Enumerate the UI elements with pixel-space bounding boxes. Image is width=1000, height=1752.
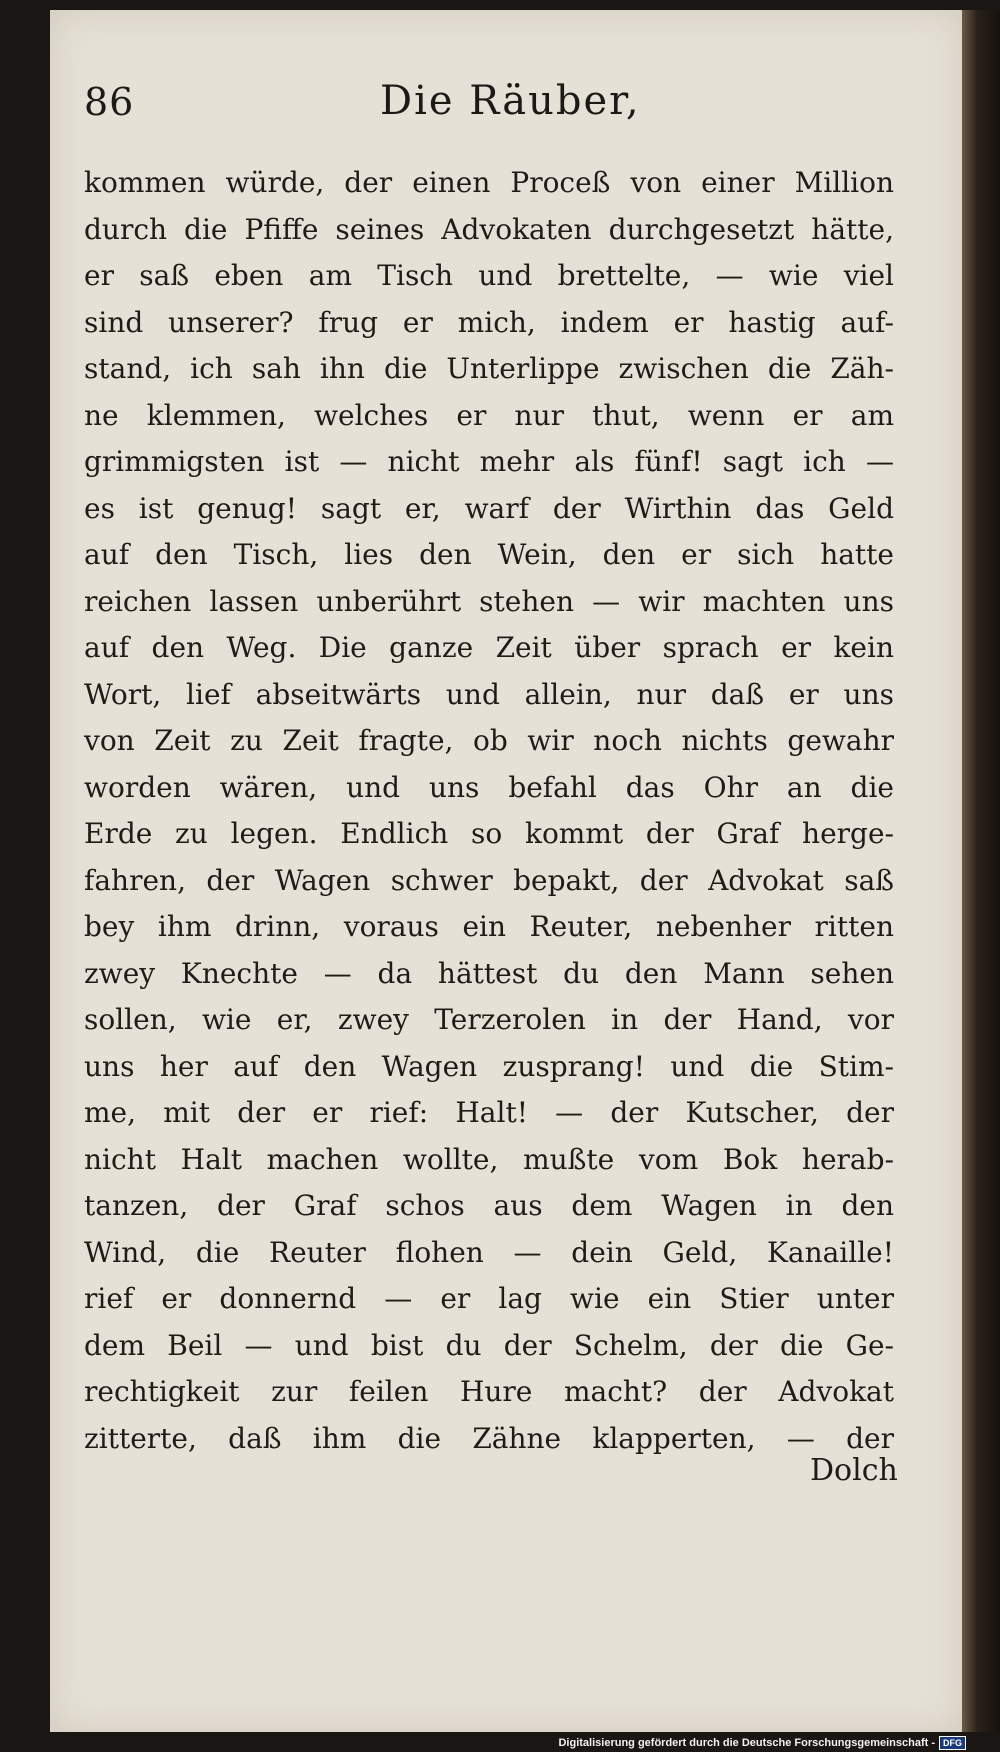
text-line: fahren, der Wagen schwer bepakt, der Advokat saß xyxy=(84,863,894,897)
text-line: me, mit der er rief: Halt! — der Kutscher, der xyxy=(84,1096,894,1129)
text-line: tanzen, der Graf schos aus dem Wagen in den xyxy=(84,1189,894,1222)
text-line: er saß eben am Tisch und brettelte, — wie viel xyxy=(84,259,894,292)
running-title: Die Räuber, xyxy=(380,78,641,124)
text-line: zitterte, daß ihm die Zähne klapperten, — der xyxy=(84,1421,894,1455)
text-line: worden wären, und uns befahl das Ohr an die xyxy=(84,770,894,804)
digitization-credit xyxy=(558,1736,966,1750)
text-line: sollen, wie er, zwey Terzerolen in der Hand, vor xyxy=(84,1003,894,1036)
text-line: ne klemmen, welches er nur thut, wenn er am xyxy=(84,398,894,432)
body-text xyxy=(84,160,894,1462)
text-line: zwey Knechte — da hättest du den Mann sehen xyxy=(84,956,894,990)
text-line: bey ihm drinn, voraus ein Reuter, nebenher ritten xyxy=(84,910,894,943)
text-line: stand, ich sah ihn die Unterlippe zwischen die Zäh- xyxy=(84,352,894,385)
text-line: auf den Tisch, lies den Wein, den er sich hatte xyxy=(84,538,894,571)
text-line: Wort, lief abseitwärts und allein, nur daß er uns xyxy=(84,677,894,711)
catchword: Dolch xyxy=(810,1453,898,1488)
text-line: auf den Weg. Die ganze Zeit über sprach er kein xyxy=(84,631,894,664)
page-edge xyxy=(962,10,1000,1732)
text-line: rief er donnernd — er lag wie ein Stier unter xyxy=(84,1282,894,1315)
text-line: durch die Pfiffe seines Advokaten durchgesetzt hätte, xyxy=(84,212,894,246)
text-line: kommen würde, der einen Proceß von einer Million xyxy=(84,166,894,199)
credit-text: Digitalisierung gefördert durch die Deutsche Forschungsgemeinschaft - xyxy=(558,1737,935,1749)
text-line: reichen lassen unberührt stehen — wir machten uns xyxy=(84,584,894,618)
text-line: es ist genug! sagt er, warf der Wirthin das Geld xyxy=(84,491,894,525)
text-line: rechtigkeit zur feilen Hure macht? der Advokat xyxy=(84,1375,894,1408)
page-number: 86 xyxy=(84,80,135,124)
text-line: Wind, die Reuter flohen — dein Geld, Kanaille! xyxy=(84,1235,894,1269)
text-line: Erde zu legen. Endlich so kommt der Graf herge- xyxy=(84,817,894,850)
text-line: grimmigsten ist — nicht mehr als fünf! sagt ich — xyxy=(84,445,894,478)
dfg-logo: DFG xyxy=(939,1736,966,1750)
text-line: von Zeit zu Zeit fragte, ob wir noch nichts gewahr xyxy=(84,724,894,757)
text-line: dem Beil — und bist du der Schelm, der die Ge- xyxy=(84,1328,894,1362)
text-line: sind unserer? frug er mich, indem er hastig auf- xyxy=(84,305,894,339)
text-line: nicht Halt machen wollte, mußte vom Bok herab- xyxy=(84,1142,894,1176)
text-line: uns her auf den Wagen zusprang! und die Stim- xyxy=(84,1049,894,1083)
